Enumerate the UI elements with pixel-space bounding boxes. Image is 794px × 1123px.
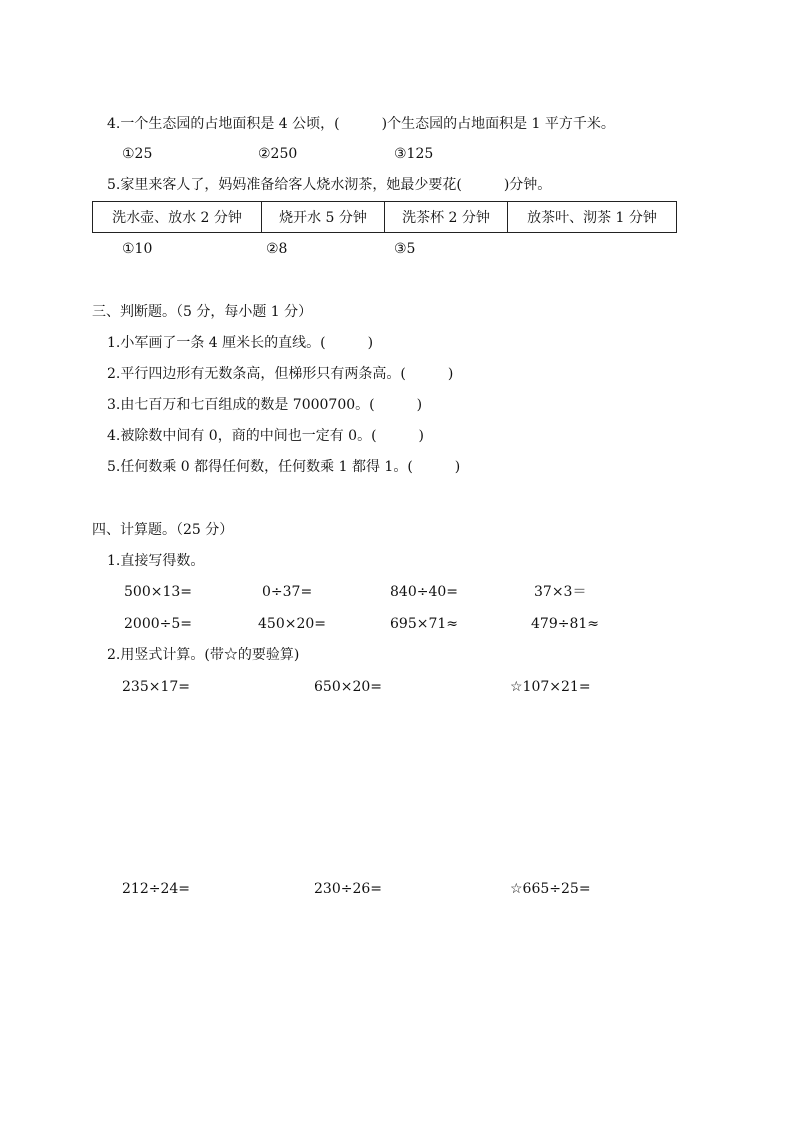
step-cell-boil-water: 烧开水 5 分钟 — [262, 202, 385, 233]
question-4-option-1: ①25 — [122, 146, 153, 162]
mental-calc-7: 695×71≈ — [390, 616, 458, 632]
question-4-option-2: ②250 — [258, 146, 298, 162]
question-4-text: 4.一个生态园的占地面积是 4 公顷，( )个生态园的占地面积是 1 平方千米。 — [107, 116, 615, 132]
judgement-item-2: 2.平行四边形有无数条高，但梯形只有两条高。( ) — [107, 366, 454, 382]
column-calc-4: 212÷24= — [122, 881, 190, 897]
question-5-option-3: ③5 — [394, 241, 416, 257]
calc-q1-title: 1.直接写得数。 — [107, 553, 205, 569]
judgement-item-5: 5.任何数乘 0 都得任何数，任何数乘 1 都得 1。( ) — [107, 459, 461, 475]
column-calc-5: 230÷26= — [314, 881, 382, 897]
section-3-heading: 三、判断题。（5 分，每小题 1 分） — [92, 304, 313, 320]
calc-q2-title: 2.用竖式计算。(带☆的要验算) — [107, 647, 300, 663]
question-4-option-3: ③125 — [394, 146, 434, 162]
mental-calc-2: 0÷37= — [262, 584, 313, 600]
mental-calc-6: 450×20= — [258, 616, 326, 632]
column-calc-1: 235×17= — [122, 679, 190, 695]
step-cell-wash-cups: 洗茶杯 2 分钟 — [385, 202, 508, 233]
mental-calc-4: 37×3＝ — [534, 584, 587, 600]
column-calc-6: ☆665÷25= — [510, 881, 591, 897]
mental-calc-1: 500×13= — [124, 584, 192, 600]
section-4-heading: 四、计算题。（25 分） — [92, 522, 234, 538]
judgement-item-1: 1.小军画了一条 4 厘米长的直线。( ) — [107, 335, 374, 351]
judgement-item-3: 3.由七百万和七百组成的数是 7000700。( ) — [107, 397, 423, 413]
column-calc-3: ☆107×21= — [510, 679, 591, 695]
step-cell-wash-kettle: 洗水壶、放水 2 分钟 — [93, 202, 262, 233]
tea-steps-table — [92, 201, 677, 233]
judgement-item-4: 4.被除数中间有 0，商的中间也一定有 0。( ) — [107, 428, 424, 444]
question-5-option-1: ①10 — [122, 241, 153, 257]
column-calc-2: 650×20= — [314, 679, 382, 695]
question-5-option-2: ②8 — [266, 241, 288, 257]
mental-calc-8: 479÷81≈ — [531, 616, 599, 632]
mental-calc-3: 840÷40= — [390, 584, 458, 600]
question-5-text: 5.家里来客人了，妈妈准备给客人烧水沏茶，她最少要花( )分钟。 — [107, 177, 552, 193]
step-cell-make-tea: 放茶叶、沏茶 1 分钟 — [508, 202, 677, 233]
mental-calc-5: 2000÷5= — [124, 616, 192, 632]
